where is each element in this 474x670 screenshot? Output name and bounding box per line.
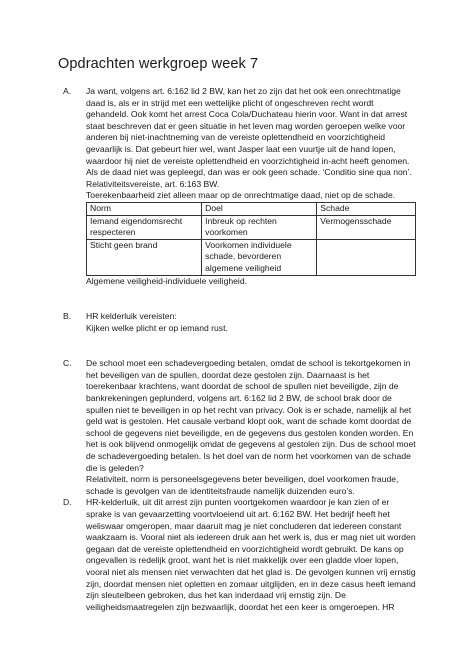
answer-a-pre-table: Toerekenbaarheid ziet alleen maar op de onrechtmatige daad, niet op de schade. — [86, 190, 396, 201]
answer-c-text: De school moet een schadevergoeding betalen, omdat de school is tekortgekomen in het beveiligen van de spullen, doordat deze gestolen zijn. Daarnaast is het toerekenbaar krachtens, want doordat de school de spullen niet beveiligde, zijn de bankrekeningen geplunderd, volgens art. 6:162 lid 2 BW, de school brak door de spullen niet te beveiligen in op het recht van privacy. Ook is er schade, namelijk al het geld wat is gestolen. Het causale verband klopt ook, want de schade komt doordat de school de gegevens niet beveiligde, en de gegevens dus gestolen konden worden. En het is ook blijvend onmogelijk omdat de gegevens al gestolen zijn. Dus de school moet de schadevergoeding betalen. Is het doel van de norm het voorkomen van de schade die is geleden? — [86, 358, 416, 473]
answer-d — [58, 497, 416, 613]
answer-c-marker: C. — [63, 358, 72, 369]
answer-d-marker: D. — [63, 497, 72, 508]
table-cell: Iemand eigendomsrecht respecteren — [87, 215, 202, 239]
table-row — [87, 239, 416, 275]
answer-b-line1: HR kelderluik vereisten: — [86, 311, 177, 322]
table-cell: Vermogensschade — [317, 215, 416, 239]
table-header-doel: Doel — [202, 202, 317, 215]
document-title: Opdrachten werkgroep week 7 — [58, 56, 259, 72]
table-header-row — [87, 202, 416, 215]
answer-a — [58, 86, 416, 287]
table-cell: Voorkomen individuele schade, bevorderen algemene veiligheid — [202, 239, 317, 275]
answer-a-marker: A. — [63, 86, 72, 96]
answer-b-line2: Kijken welke plicht er op iemand rust. — [86, 322, 228, 333]
table-cell: Inbreuk op rechten voorkomen — [202, 215, 317, 239]
table-header-norm: Norm — [87, 202, 202, 215]
table-cell: Sticht geen brand — [87, 239, 202, 275]
table-cell — [317, 239, 416, 275]
table-header-schade: Schade — [317, 202, 416, 215]
answer-b-marker: B. — [63, 311, 72, 322]
answer-c — [58, 358, 416, 497]
answer-c-extra: Relativiteit, norm is personeelsgegevens beter beveiligen, doel voorkomen fraude, schade is gevolgen van de identiteitsfraude namelijk duizenden euro’s. — [86, 474, 399, 496]
answer-b — [58, 311, 416, 334]
norm-table — [86, 202, 416, 276]
answer-a-post-table: Algemene veiligheid-individuele veiligheid. — [86, 275, 247, 286]
answer-a-text: Ja want, volgens art. 6:162 lid 2 BW, kan het zo zijn dat het ook een onrechtmatige daad is, als er in strijd met een wettelijke plicht of ongeschreven recht wordt gehandeld. Ook komt het arrest Coca Cola/Duchateau hierin voor. Want in dat arrest staat beschreven dat er geen situatie in het leven mag worden geroepen welke voor anderen bij niet-inachtneming van de vereiste oplettendheid en voorzichtigheid gevaarlijk is. Dat gebeurt hier wel, want Jasper laat een vuurtje uit de hand lopen, waardoor hij niet de vereiste oplettendheid en voorzichtigheid in-acht heeft genomen. Als de daad niet was gepleegd, dan was er ook geen schade. ‘Conditio sine qua non’. Relativiteitsvereiste, art. 6:163 BW. — [86, 86, 412, 189]
answer-d-text: HR-kelderluik, uit dit arrest zijn punten voortgekomen waardoor je kan zien of er sprake is van gevaarzetting voortvloeiend uit art. 6:162 BW. Het bedrijf heeft het weliswaar omgeropen, maar daaruit mag je niet concluderen dat iedereen constant waakzaam is. Vooral niet als iedereen druk aan het werk is, dus er mag niet uit worden gegaan dat de vereiste oplettendheid en voorzichtigheid wordt gebruikt. De kans op ongevallen is redelijk groot, want het is niet makkelijk over een gladde vloer lopen, vooral niet als mensen niet verwachten dat het glad is. De gevolgen kunnen vrij ernstig zijn, doordat mensen niet opletten en zomaar uitglijden, en in deze casus heeft iemand zijn sleutelbeen gebroken, dus het kan inderdaad vrij ernstig zijn. De veiligheidsmaatregelen zijn bezwaarlijk, doordat het een keer is omgeroepen. HR — [86, 497, 416, 612]
table-row — [87, 215, 416, 239]
